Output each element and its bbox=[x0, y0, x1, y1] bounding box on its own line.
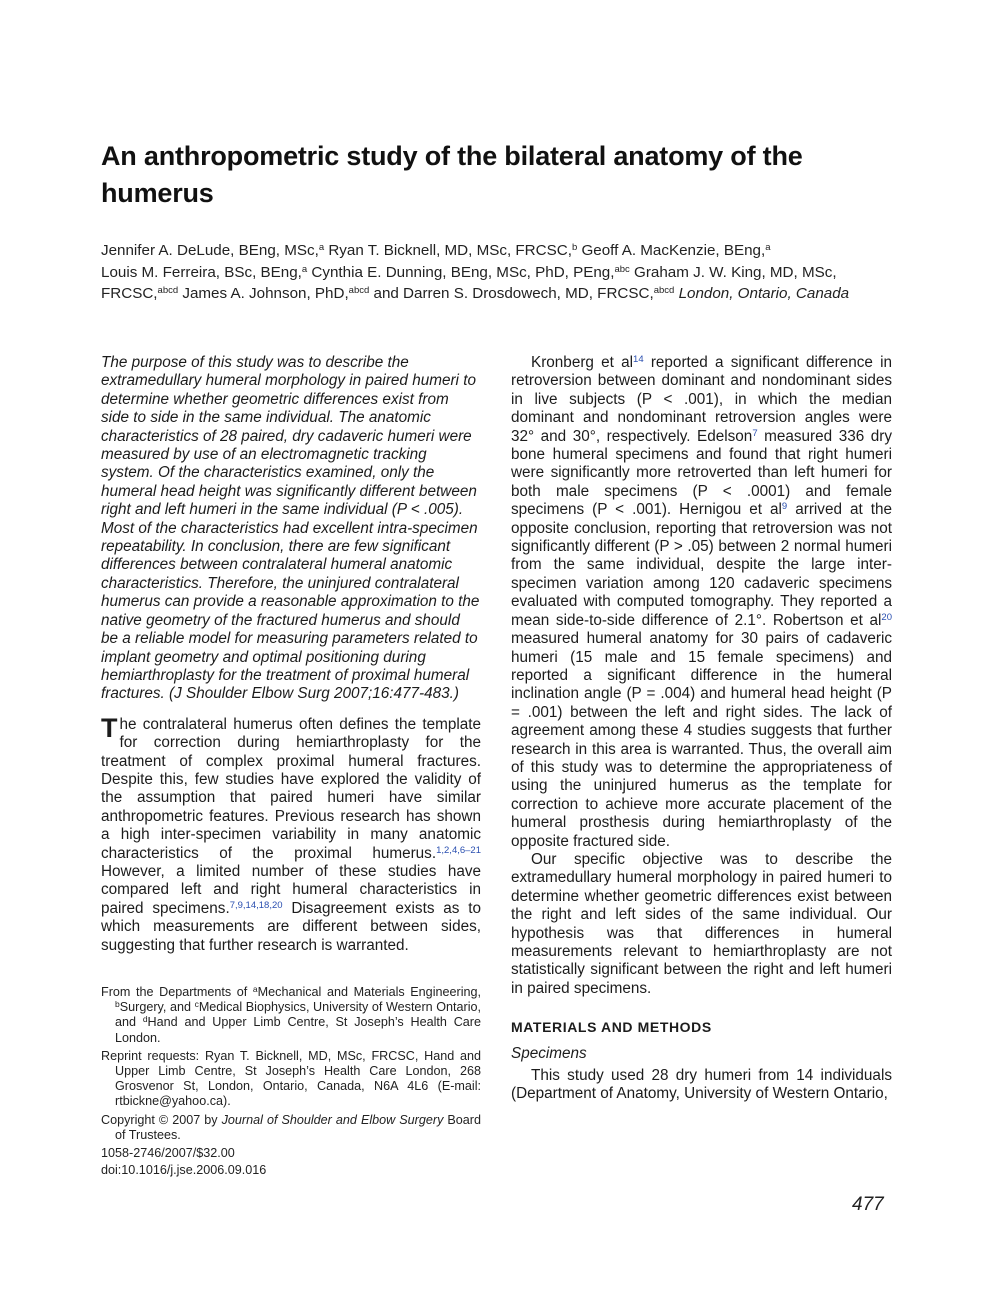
affiliation-superscript: a bbox=[765, 242, 771, 253]
page-number: 477 bbox=[852, 1194, 884, 1215]
affiliation-superscript: abcd bbox=[157, 285, 179, 296]
doi-note: doi:10.1016/j.jse.2006.09.016 bbox=[101, 1163, 267, 1178]
affiliation-superscript: b bbox=[571, 242, 578, 253]
text-run: arrived at the opposite conclusion, reporting that retroversion was not significantly different (P > .05) between 2 normal humeri from the same individual, despite the large inter-specimen variation among 120 cadaveric specimens evaluated with computed tomography. They reported a mean side-to-side difference of 2.1°. Robertson et al bbox=[511, 501, 892, 629]
affiliation-note bbox=[101, 985, 481, 1046]
kronberg-paragraph bbox=[511, 354, 892, 851]
objective-paragraph: Our specific objective was to describe the extramedullary humeral morphology in paired humeri to determine whether geometric differences exist between the right and left sides of the same individual. Our hypothesis was that differences in humeral measurements relevant to hemiarthroplasty are not statistically significant between the right and left humeri in paired specimens. bbox=[511, 850, 892, 997]
copyright-suffix: Board of Trustees. bbox=[115, 1112, 482, 1142]
text-run: measured humeral anatomy for 30 pairs of cadaveric humeri (15 male and 15 female specimens) and reported a significant difference in the humeral inclination angle (P = .004) and humeral head height (P = .001) between the left and right sides. The lack of agreement among these 4 studies suggests that further research in this area is warranted. Thus, the overall aim of this study was to determine the appropriateness of using the uninjured humerus as the template for correction to achieve more accurate placement of the humeral prosthesis during hemiarthroplasty of the opposite fractured side. bbox=[511, 630, 892, 850]
affiliation-superscript: abc bbox=[614, 263, 630, 275]
subsection-heading: Specimens bbox=[511, 1044, 587, 1062]
affiliation-superscript: d bbox=[142, 1014, 148, 1025]
citation-link[interactable]: 20 bbox=[881, 611, 892, 623]
author-line bbox=[101, 283, 901, 305]
text-run: Cynthia E. Dunning, BEng, MSc, PhD, PEng, bbox=[307, 263, 615, 281]
text-run: measured 336 dry bone humeral specimens and found that right humeri were significantly more retroverted than left humeri for both male specimens (P < .0001) and female specimens (P < .001). Hernigou et al bbox=[511, 427, 892, 519]
specimens-paragraph: This study used 28 dry humeri from 14 individuals (Department of Anatomy, University of Western Ontario, bbox=[511, 1067, 892, 1103]
copyright-prefix: Copyright © 2007 by bbox=[101, 1112, 222, 1127]
article-title: An anthropometric study of the bilateral anatomy of the humerus bbox=[101, 141, 803, 208]
affiliation-superscript: a bbox=[252, 984, 258, 994]
citation-link[interactable]: 14 bbox=[633, 354, 644, 365]
affiliation-superscript: b bbox=[115, 999, 120, 1010]
text-run: Kronberg et al bbox=[531, 354, 634, 371]
author-line bbox=[101, 262, 901, 284]
text-run: Surgery, and bbox=[119, 1000, 195, 1015]
citation-link[interactable]: 1,2,4,6–21 bbox=[436, 844, 481, 856]
text-run: From the Departments of bbox=[101, 985, 253, 999]
citation-link[interactable]: 7 bbox=[752, 427, 758, 439]
text-run: Disagreement exists as to which measurements are different between sides, suggesting that further research is warranted. bbox=[101, 899, 481, 954]
footnotes bbox=[101, 985, 481, 1180]
text-run: and Darren S. Drosdowech, MD, FRCSC, bbox=[369, 285, 654, 302]
section-heading: MATERIALS AND METHODS bbox=[511, 1019, 712, 1036]
abstract: The purpose of this study was to describe the extramedullary humeral morphology in paired humeri to determine whether geometric differences exist from side to side in the same individual. The anatomic characteristics of 28 paired, dry cadaveric humeri were measured by use of an electromagnetic tracking system. Of the characteristics examined, only the humeral head height was significantly different between right and left humeri in the same individual (P < .005). Most of the characteristics had excellent intra-specimen repeatability. In conclusion, there are few significant differences between contralateral humeral anatomic characteristics. Therefore, the uninjured contralateral humerus can provide a reasonable approximation to the native geometry of the fractured humerus and should be a reliable model for measuring parameters related to implant geometry and optimal positioning during hemiarthroplasty for the treatment of proximal humeral fractures. (J Shoulder Elbow Surg 2007;16:477-483.) bbox=[101, 354, 480, 703]
text-run: Medical Biophysics, University of Western Ontario, and bbox=[115, 1000, 482, 1030]
text-run: Louis M. Ferreira, BSc, BEng, bbox=[101, 263, 302, 281]
affiliation-superscript: abcd bbox=[653, 285, 675, 296]
affiliation-superscript: c bbox=[194, 999, 199, 1010]
citation-superscript bbox=[230, 900, 283, 911]
text-run: Mechanical and Materials Engineering, bbox=[257, 985, 481, 999]
text-run: Ryan T. Bicknell, MD, MSc, FRCSC, bbox=[324, 242, 572, 259]
affiliation-superscript: abcd bbox=[348, 285, 370, 296]
text-run: Graham J. W. King, MD, MSc, bbox=[629, 263, 837, 281]
text-run: However, a limited number of these studies have compared left and right humeral characteristics in paired specimens. bbox=[101, 862, 481, 917]
author-line bbox=[101, 240, 901, 262]
affiliation-superscript: a bbox=[318, 242, 325, 253]
text-run: Hand and Upper Limb Centre, St Joseph’s Health Care London. bbox=[115, 1015, 481, 1045]
author-list bbox=[101, 240, 901, 305]
issn-note: 1058-2746/2007/$32.00 bbox=[101, 1146, 235, 1161]
citation-link[interactable]: 9 bbox=[781, 501, 788, 513]
intro-paragraph-text bbox=[101, 712, 481, 954]
citation-superscript bbox=[633, 354, 644, 365]
left-column bbox=[101, 354, 481, 955]
text-run: reported a significant difference in retroversion between dominant and nondominant sides in live subjects (P < .001), in which the median dominant and nondominant retroversion angles were 32° and 30°, respectively. Edelson bbox=[511, 354, 893, 445]
text-run: FRCSC, bbox=[101, 285, 158, 302]
text-run: James A. Johnson, PhD, bbox=[178, 285, 349, 302]
affiliation-superscript: a bbox=[301, 263, 308, 275]
right-column bbox=[511, 354, 892, 1104]
citation-superscript bbox=[881, 612, 892, 623]
journal-name: Journal of Shoulder and Elbow Surgery bbox=[221, 1112, 444, 1127]
copyright-note bbox=[101, 1113, 481, 1143]
location: London, Ontario, Canada bbox=[678, 285, 850, 302]
drop-cap: T bbox=[101, 712, 118, 743]
text-run: Jennifer A. DeLude, BEng, MSc, bbox=[101, 242, 319, 259]
intro-paragraph bbox=[101, 712, 481, 955]
citation-link[interactable]: 7,9,14,18,20 bbox=[229, 899, 283, 911]
text-run: he contralateral humerus often defines the template for correction during hemiarthroplasty for the treatment of complex proximal humeral fractures. Despite this, few studies have explored the validity of the assumption that paired humeri have similar anthropometric features. Previous research has shown a high inter-specimen variability in many anatomic characteristics of the proximal humerus. bbox=[101, 715, 481, 862]
citation-superscript bbox=[436, 845, 481, 856]
reprint-note: Reprint requests: Ryan T. Bicknell, MD, MSc, FRCSC, Hand and Upper Limb Centre, St Joseph’s Health Care London, 268 Grosvenor St, London, Ontario, Canada, N6A 4L6 (E-mail: rtbickne@yahoo.ca). bbox=[101, 1048, 481, 1109]
text-run: Geoff A. MacKenzie, BEng, bbox=[577, 242, 766, 259]
